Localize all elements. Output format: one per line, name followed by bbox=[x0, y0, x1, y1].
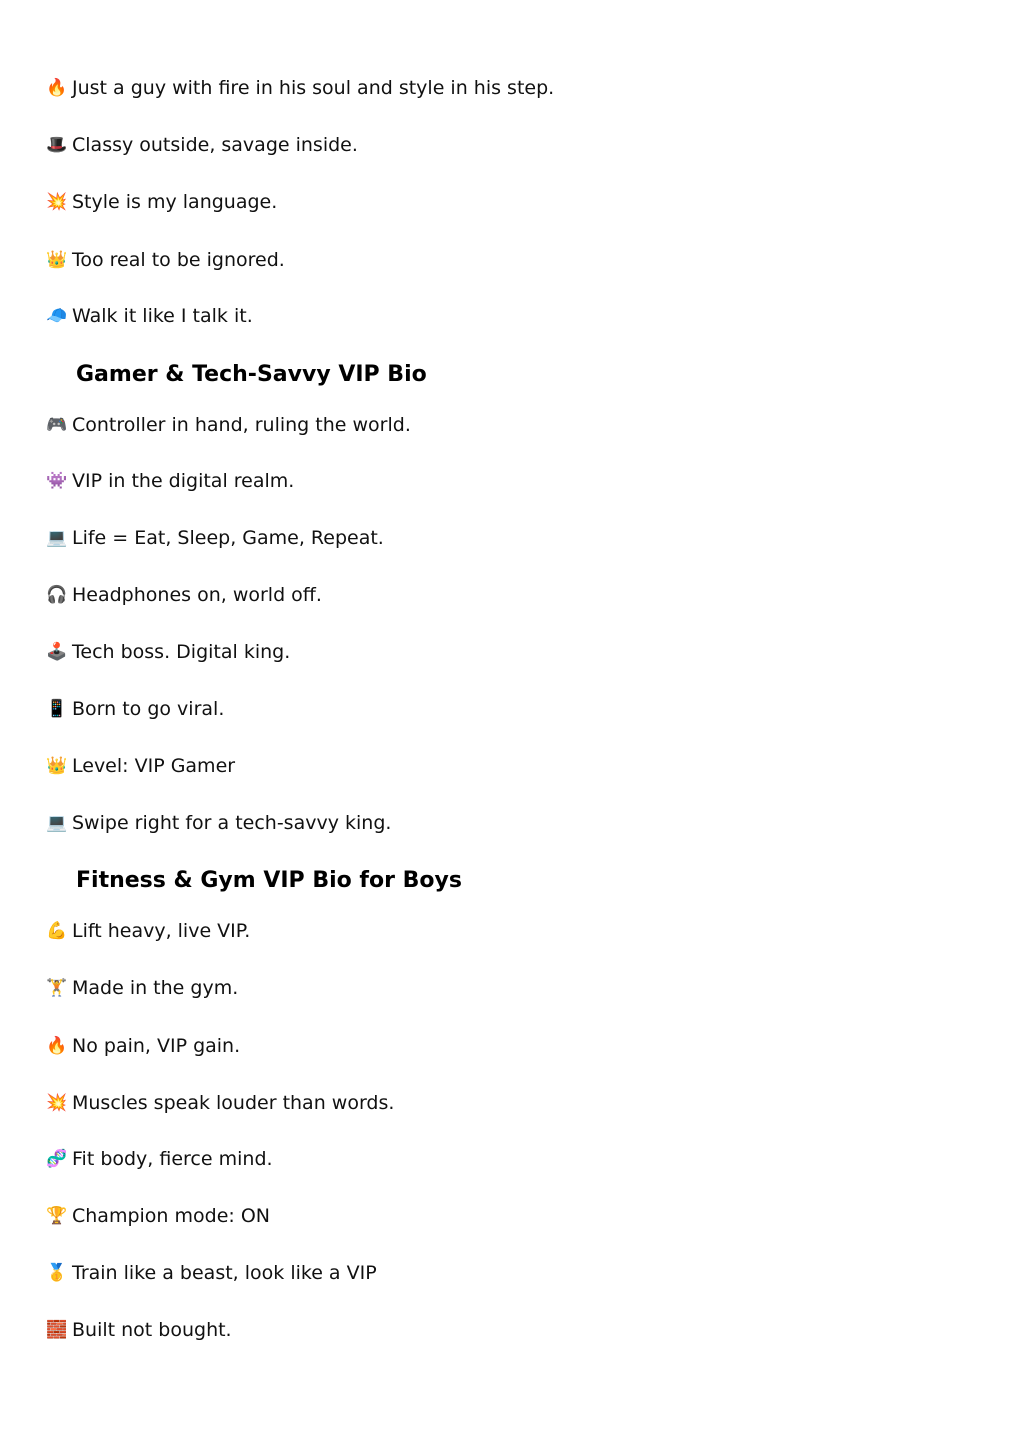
bio-line bbox=[46, 1031, 240, 1061]
brick-icon: 🧱 bbox=[46, 1320, 68, 1340]
bio-line bbox=[46, 466, 294, 496]
bio-text: Controller in hand, ruling the world. bbox=[72, 414, 411, 436]
bio-text: Just a guy with fire in his soul and style in his step. bbox=[72, 77, 555, 99]
mobile-phone-icon: 📱 bbox=[46, 699, 68, 719]
bio-line bbox=[46, 1315, 232, 1345]
gold-medal-icon: 🥇 bbox=[46, 1263, 68, 1283]
section-heading-gamer: Gamer & Tech-Savvy VIP Bio bbox=[76, 362, 427, 387]
flexed-biceps-icon: 💪 bbox=[46, 921, 68, 941]
bio-text: Fit body, fierce mind. bbox=[72, 1148, 273, 1170]
fire-icon: 🔥 bbox=[46, 78, 68, 98]
bio-line bbox=[46, 637, 290, 667]
bio-line bbox=[46, 694, 224, 724]
cap-icon: 🧢 bbox=[46, 306, 68, 326]
bio-text: Muscles speak louder than words. bbox=[72, 1092, 395, 1114]
bio-line bbox=[46, 410, 411, 440]
bio-text: Made in the gym. bbox=[72, 977, 239, 999]
bio-text: Swipe right for a tech-savvy king. bbox=[72, 812, 392, 834]
bio-line bbox=[46, 523, 384, 553]
bio-text: Classy outside, savage inside. bbox=[72, 134, 358, 156]
bio-line bbox=[46, 73, 554, 103]
weightlifter-icon: 🏋️ bbox=[46, 978, 68, 998]
bio-text: Life = Eat, Sleep, Game, Repeat. bbox=[72, 527, 384, 549]
laptop-icon: 💻 bbox=[46, 528, 68, 548]
bio-text: Too real to be ignored. bbox=[72, 249, 285, 271]
collision-icon: 💥 bbox=[46, 1093, 68, 1113]
bio-text: Born to go viral. bbox=[72, 698, 225, 720]
bio-text: Tech boss. Digital king. bbox=[72, 641, 291, 663]
section-heading-fitness: Fitness & Gym VIP Bio for Boys bbox=[76, 868, 462, 893]
bio-line bbox=[46, 916, 250, 946]
bio-text: Headphones on, world off. bbox=[72, 584, 322, 606]
bio-line bbox=[46, 1258, 377, 1288]
joystick-icon: 🕹️ bbox=[46, 642, 68, 662]
bio-line bbox=[46, 245, 285, 275]
bio-text: Built not bought. bbox=[72, 1319, 232, 1341]
collision-icon: 💥 bbox=[46, 192, 68, 212]
bio-line bbox=[46, 808, 391, 838]
bio-text: VIP in the digital realm. bbox=[72, 470, 295, 492]
bio-line bbox=[46, 1144, 273, 1174]
game-controller-icon: 🎮 bbox=[46, 415, 68, 435]
bio-text: No pain, VIP gain. bbox=[72, 1035, 241, 1057]
fire-icon: 🔥 bbox=[46, 1036, 68, 1056]
space-invader-icon: 👾 bbox=[46, 471, 68, 491]
bio-line bbox=[46, 301, 253, 331]
bio-line bbox=[46, 1088, 394, 1118]
bio-line bbox=[46, 1201, 270, 1231]
bio-line bbox=[46, 973, 238, 1003]
bio-text: Level: VIP Gamer bbox=[72, 755, 236, 777]
bio-text: Train like a beast, look like a VIP bbox=[72, 1262, 377, 1284]
top-hat-icon: 🎩 bbox=[46, 135, 68, 155]
bio-text: Champion mode: ON bbox=[72, 1205, 270, 1227]
laptop-icon: 💻 bbox=[46, 813, 68, 833]
bio-text: Lift heavy, live VIP. bbox=[72, 920, 251, 942]
bio-text: Style is my language. bbox=[72, 191, 278, 213]
trophy-icon: 🏆 bbox=[46, 1206, 68, 1226]
bio-text: Walk it like I talk it. bbox=[72, 305, 253, 327]
headphones-icon: 🎧 bbox=[46, 585, 68, 605]
crown-icon: 👑 bbox=[46, 250, 68, 270]
crown-icon: 👑 bbox=[46, 756, 68, 776]
dna-icon: 🧬 bbox=[46, 1149, 68, 1169]
bio-line bbox=[46, 751, 235, 781]
bio-line bbox=[46, 580, 322, 610]
bio-line bbox=[46, 187, 277, 217]
bio-line bbox=[46, 130, 358, 160]
